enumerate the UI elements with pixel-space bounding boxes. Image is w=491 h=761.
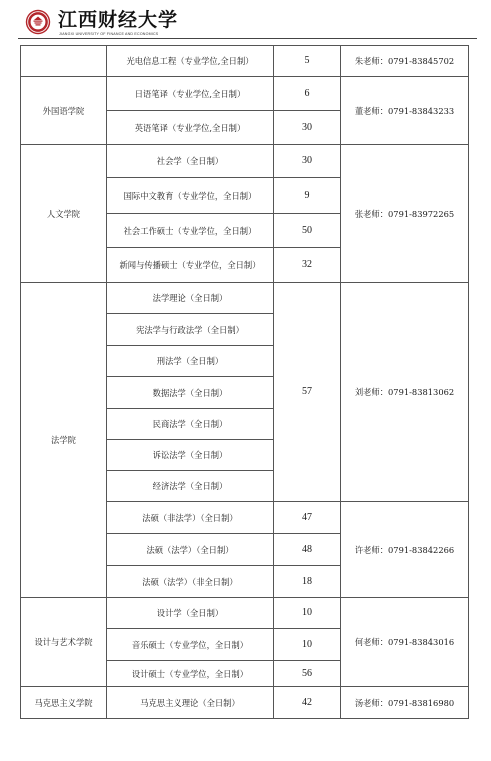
- contact-cell: 何老师：0791-83843016: [341, 598, 469, 687]
- quota-cell: 5: [274, 46, 341, 77]
- contact-cell: 许老师：0791-83842266: [341, 502, 469, 598]
- major-cell: 法学理论（全日制）: [107, 283, 274, 314]
- university-seal-icon: [25, 9, 51, 35]
- contact-cell: 汤老师：0791-83816980: [341, 687, 469, 719]
- major-cell: 英语笔译（专业学位,全日制）: [107, 111, 274, 145]
- contact-cell: 董老师：0791-83843233: [341, 77, 469, 145]
- table-row: [21, 46, 469, 77]
- table-row: [21, 687, 469, 719]
- contact-cell: 朱老师：0791-83845702: [341, 46, 469, 77]
- table-row: [21, 145, 469, 178]
- major-cell: 经济法学（全日制）: [107, 471, 274, 502]
- major-cell: 宪法学与行政法学（全日制）: [107, 314, 274, 346]
- major-cell: 民商法学（全日制）: [107, 409, 274, 440]
- quota-cell: 48: [274, 534, 341, 566]
- page-header: [18, 8, 478, 42]
- major-cell: 诉讼法学（全日制）: [107, 440, 274, 471]
- major-cell: 社会学（全日制）: [107, 145, 274, 178]
- quota-cell: 30: [274, 111, 341, 145]
- major-cell: 音乐硕士（专业学位，全日制）: [107, 629, 274, 661]
- quota-cell: 30: [274, 145, 341, 178]
- contact-cell: 刘老师：0791-83813062: [341, 283, 469, 502]
- table-row: [21, 598, 469, 629]
- college-cell: [21, 46, 107, 77]
- quota-cell: 47: [274, 502, 341, 534]
- header-divider: [18, 38, 477, 39]
- college-cell: 人文学院: [21, 145, 107, 283]
- major-cell: 法硕（法学）（非全日制）: [107, 566, 274, 598]
- table-row: [21, 283, 469, 314]
- quota-cell: 18: [274, 566, 341, 598]
- university-name-english: JIANGXI UNIVERSITY OF FINANCE AND ECONOMICS: [59, 32, 159, 36]
- major-cell: 国际中文教育（专业学位，全日制）: [107, 178, 274, 214]
- quota-cell: 9: [274, 178, 341, 214]
- major-cell: 日语笔译（专业学位,全日制）: [107, 77, 274, 111]
- college-cell: 马克思主义学院: [21, 687, 107, 719]
- major-cell: 刑法学（全日制）: [107, 346, 274, 377]
- major-cell: 新闻与传播硕士（专业学位，全日制）: [107, 248, 274, 283]
- quota-cell: 32: [274, 248, 341, 283]
- quota-cell: 6: [274, 77, 341, 111]
- table-row: [21, 77, 469, 111]
- university-name: 江西财经大学: [58, 9, 179, 31]
- quota-cell: 56: [274, 661, 341, 687]
- major-cell: 光电信息工程（专业学位,全日制）: [107, 46, 274, 77]
- college-cell: 外国语学院: [21, 77, 107, 145]
- quota-cell: 42: [274, 687, 341, 719]
- quota-cell: 50: [274, 214, 341, 248]
- major-cell: 法硕（法学）（全日制）: [107, 534, 274, 566]
- major-cell: 设计硕士（专业学位，全日制）: [107, 661, 274, 687]
- quota-cell: 10: [274, 598, 341, 629]
- admission-quota-table: [20, 45, 469, 719]
- major-cell: 社会工作硕士（专业学位，全日制）: [107, 214, 274, 248]
- major-cell: 数据法学（全日制）: [107, 377, 274, 409]
- quota-cell: 57: [274, 283, 341, 502]
- major-cell: 法硕（非法学）（全日制）: [107, 502, 274, 534]
- college-cell: 设计与艺术学院: [21, 598, 107, 687]
- major-cell: 马克思主义理论（全日制）: [107, 687, 274, 719]
- contact-cell: 张老师：0791-83972265: [341, 145, 469, 283]
- quota-cell: 10: [274, 629, 341, 661]
- college-cell: 法学院: [21, 283, 107, 598]
- major-cell: 设计学（全日制）: [107, 598, 274, 629]
